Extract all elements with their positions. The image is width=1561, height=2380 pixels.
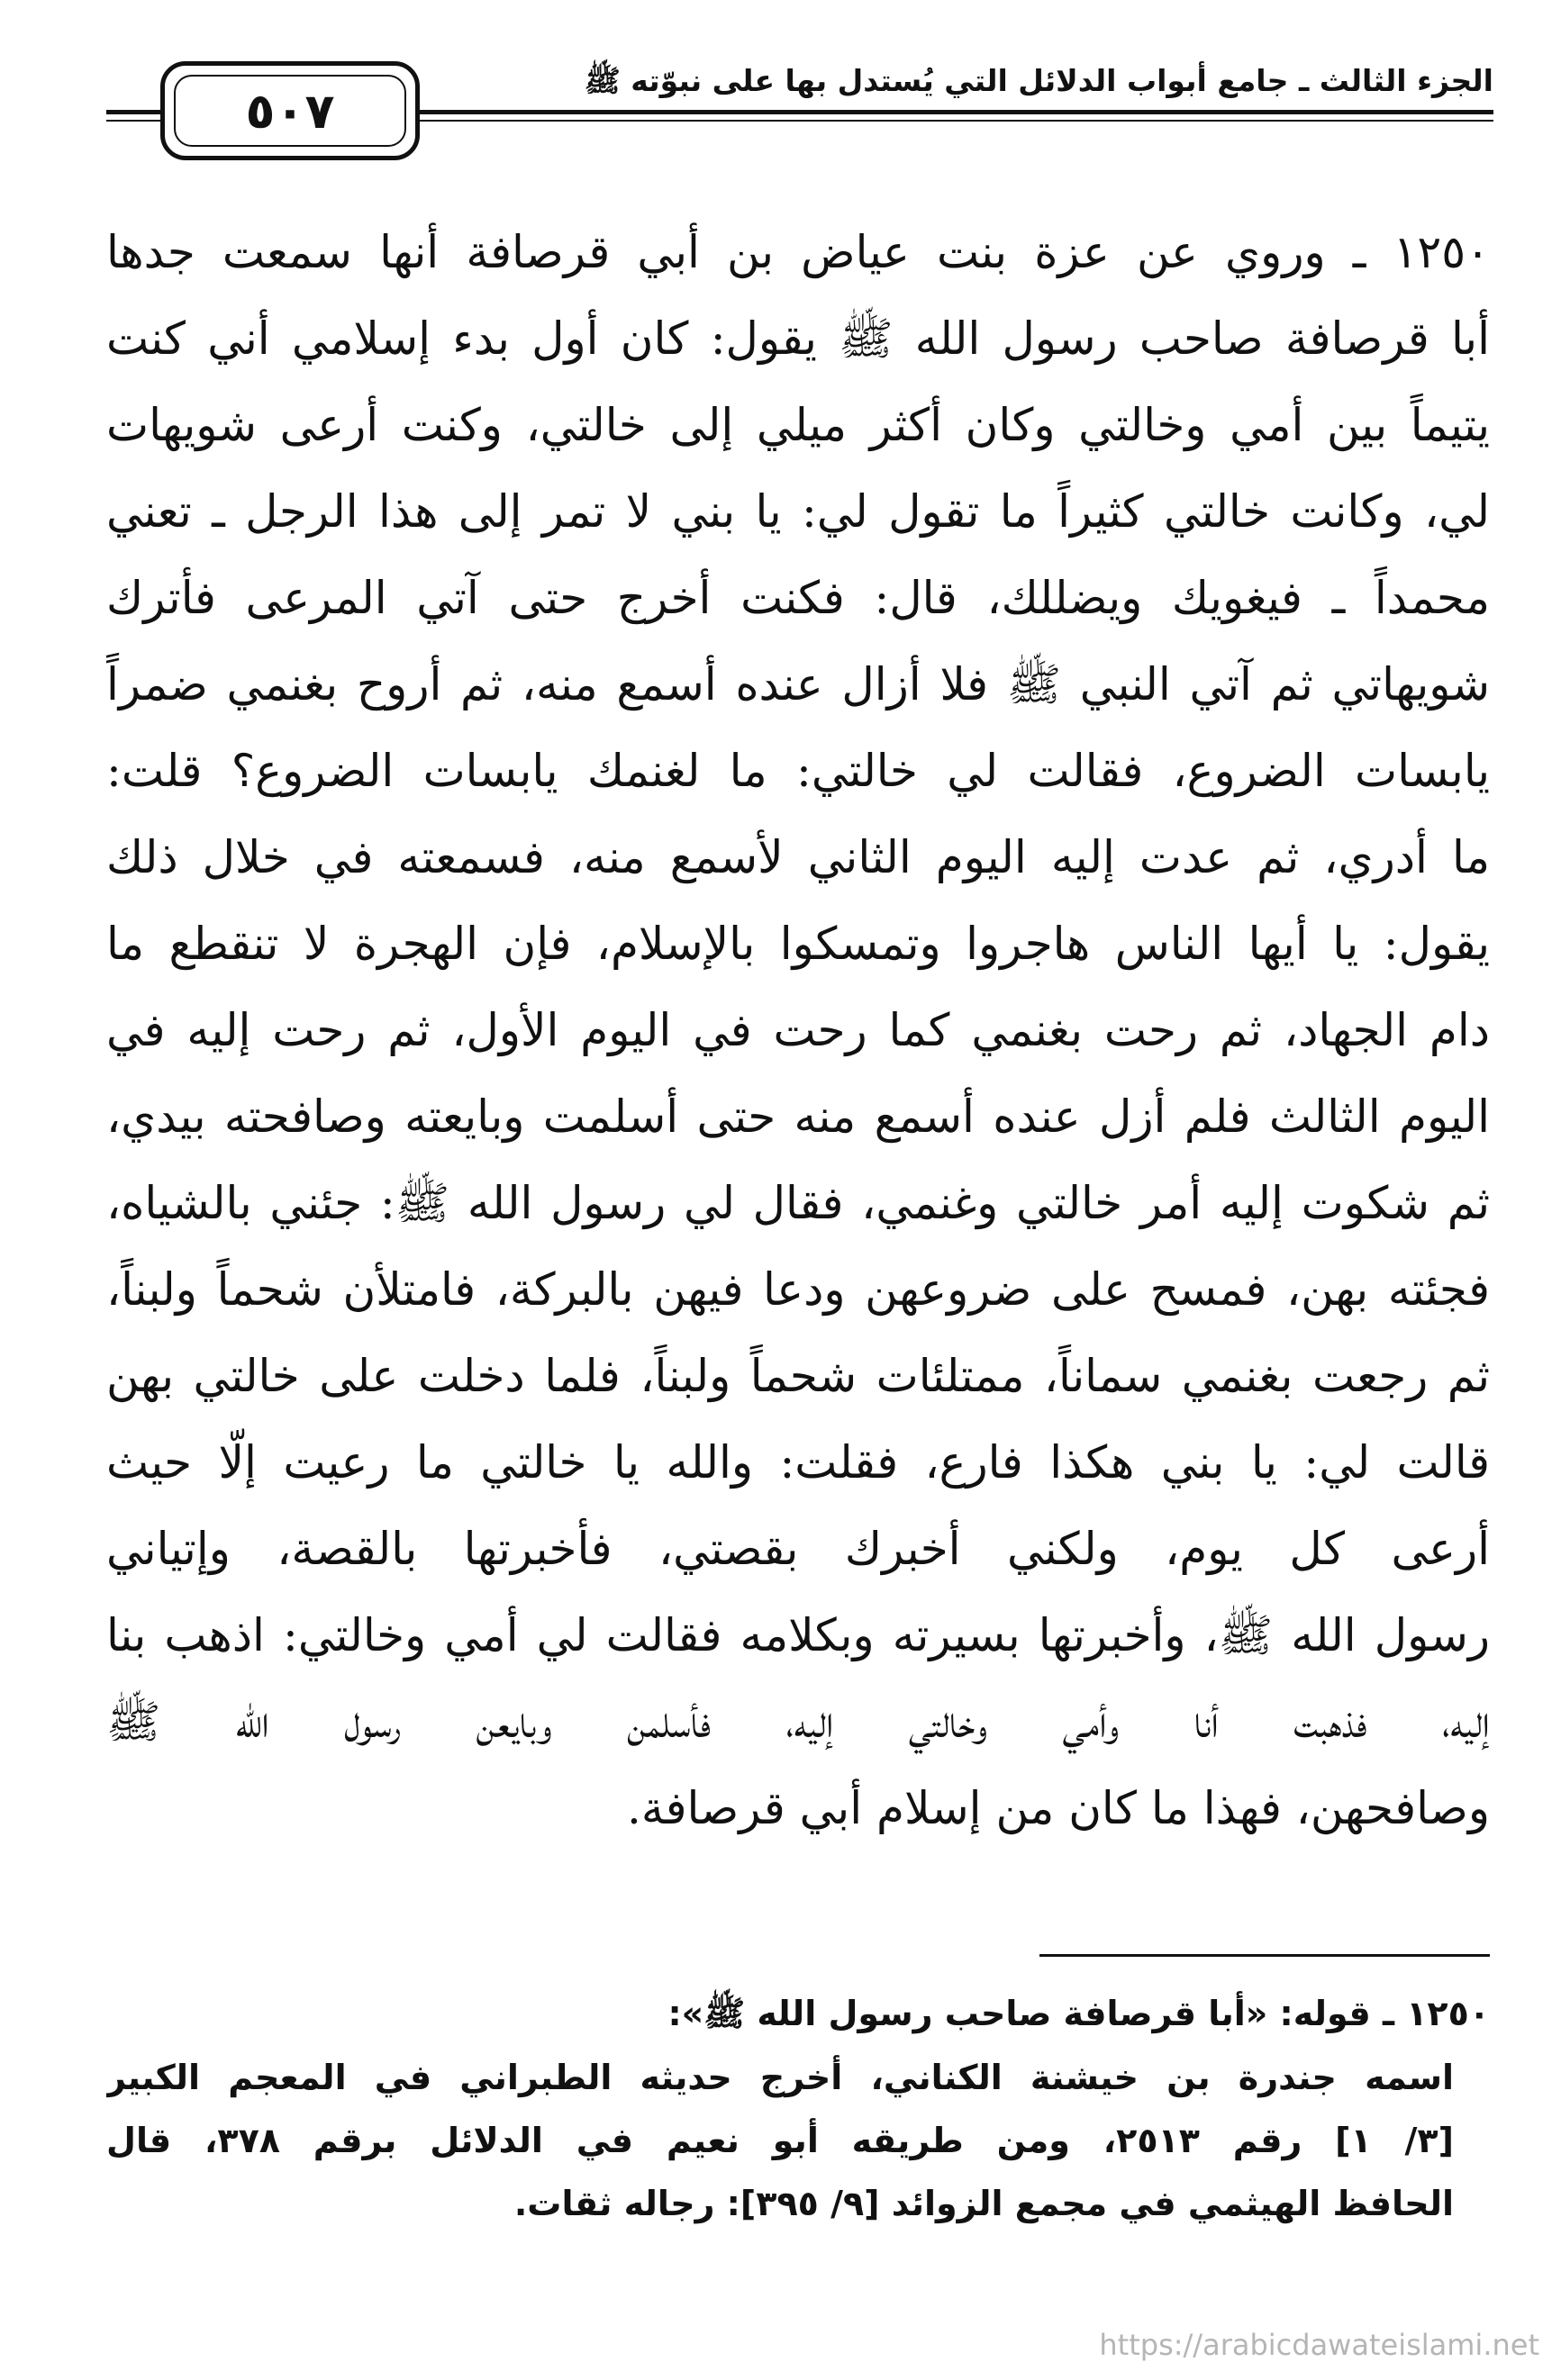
page-header <box>106 54 1493 153</box>
text-line: أرعى كل يوم، ولكني أخبرك بقصتي، فأخبرتها بالقصة، وإتياني <box>106 1523 1490 1575</box>
text-line: يتيماً بين أمي وخالتي وكان أكثر ميلي إلى خالتي، وكنت أرعى شويهات <box>106 399 1490 451</box>
text-line: أبا قرصافة صاحب رسول الله ﷺ يقول: كان أول بدء إسلامي أني كنت <box>106 312 1490 365</box>
text-line: شويهاتي ثم آتي النبي ﷺ فلا أزال عنده أسمع منه، ثم أروح بغنمي ضمراً <box>106 658 1490 710</box>
footnote-line: [٣/ ١] رقم ٢٥١٣، ومن طريقه أبو نعيم في الدلائل برقم ٣٧٨، قال <box>106 2121 1454 2160</box>
text-line: ١٢٥٠ ـ وروي عن عزة بنت عياض بن أبي قرصافة أنها سمعت جدها <box>106 226 1490 278</box>
main-text <box>106 209 1490 1851</box>
text-line: لي، وكانت خالتي كثيراً ما تقول لي: يا بني لا تمر إلى هذا الرجل ـ تعني <box>106 485 1490 538</box>
footnote-line: الحافظ الهيثمي في مجمع الزوائد [٩/ ٣٩٥]: رجاله ثقات. <box>513 2184 1454 2223</box>
text-line: ثم رجعت بغنمي سماناً، ممتلئات شحماً ولبناً، فلما دخلت على خالتي بهن <box>106 1350 1490 1402</box>
text-line: يقول: يا أيها الناس هاجروا وتمسكوا بالإسلام، فإن الهجرة لا تنقطع ما <box>106 918 1490 970</box>
footnote-line: اسمه جندرة بن خيشنة الكناني، أخرج حديثه الطبراني في المعجم الكبير <box>106 2058 1454 2097</box>
text-line: محمداً ـ فيغويك ويضللك، قال: فكنت أخرج حتى آتي المرعى فأترك <box>106 572 1490 624</box>
running-title: الجزء الثالث ـ جامع أبواب الدلائل التي يُستدل بها على نبوّته ﷺ <box>584 63 1493 98</box>
footnote-heading: ١٢٥٠ ـ قوله: «أبا قرصافة صاحب رسول الله ﷺ»: <box>667 1994 1490 2033</box>
footnote <box>106 1981 1490 2235</box>
text-line: ما أدري، ثم عدت إليه اليوم الثاني لأسمع منه، فسمعته في خلال ذلك <box>106 831 1490 883</box>
text-line: دام الجهاد، ثم رحت بغنمي كما رحت في اليوم الأول، ثم رحت إليه في <box>106 1004 1490 1056</box>
text-line: فجئته بهن، فمسح على ضروعهن ودعا فيهن بالبركة، فامتلأن شحماً ولبناً، <box>106 1263 1490 1316</box>
page-number-frame-inner <box>174 75 406 147</box>
text-line: اليوم الثالث فلم أزل عنده أسمع منه حتى أسلمت وبايعته وصافحته بيدي، <box>106 1090 1490 1143</box>
watermark-url: https://arabicdawateislami.net <box>1099 2328 1539 2362</box>
text-line: رسول الله ﷺ، وأخبرتها بسيرته وبكلامه فقالت لي أمي وخالتي: اذهب بنا <box>106 1609 1490 1661</box>
text-line: قالت لي: يا بني هكذا فارع، فقلت: والله يا خالتي ما رعيت إلّا حيث <box>106 1436 1490 1489</box>
text-line: إليه، فذهبت أنا وأمي وخالتي إليه، فأسلمن وبايعن رسول الله ﷺ <box>106 1696 1490 1748</box>
text-line: وصافحهن، فهذا ما كان من إسلام أبي قرصافة. <box>626 1782 1490 1834</box>
page-number-frame <box>160 61 420 160</box>
footnote-separator <box>1039 1954 1490 1957</box>
text-line: ثم شكوت إليه أمر خالتي وغنمي، فقال لي رسول الله ﷺ: جئني بالشياه، <box>106 1177 1490 1229</box>
text-line: يابسات الضروع، فقالت لي خالتي: ما لغنمك يابسات الضروع؟ قلت: <box>106 745 1490 797</box>
page-number: ٥٠٧ <box>245 82 335 140</box>
